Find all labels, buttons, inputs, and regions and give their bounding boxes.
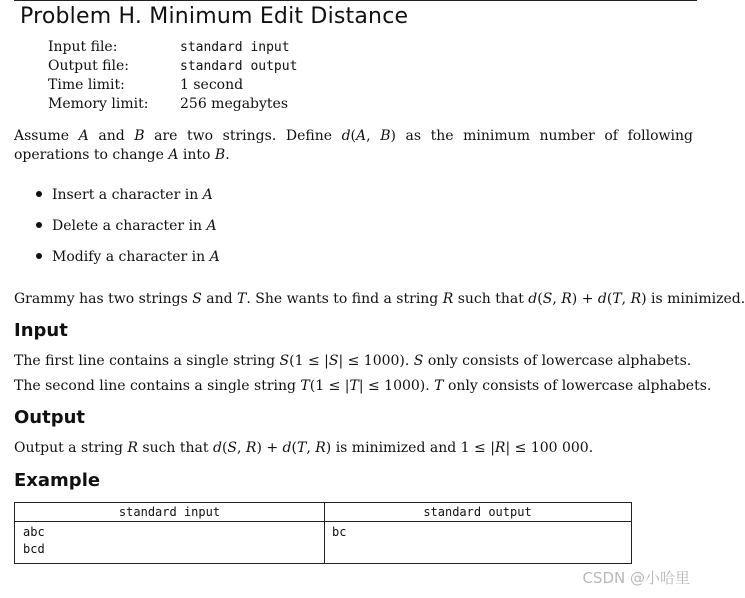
operation-label: Insert a character in <box>52 187 203 203</box>
meta-value: standard input <box>180 40 290 55</box>
example-output-text: bc <box>332 525 347 539</box>
operation-label: Modify a character in <box>52 249 210 265</box>
operation-var: A <box>206 218 217 234</box>
meta-value: 256 megabytes <box>180 96 289 112</box>
operation-label: Delete a character in <box>52 218 207 234</box>
bullet-icon <box>36 191 42 197</box>
problem-meta <box>48 38 297 114</box>
section-input-heading: Input <box>14 320 68 341</box>
input-line-1: The first line contains a single string S(1 ≤ |S| ≤ 1000). S only consists of lowercase alphabets. <box>14 353 692 369</box>
problem-title: Problem H. Minimum Edit Distance <box>20 4 409 29</box>
meta-label: Memory limit: <box>48 96 149 112</box>
output-line: Output a string R such that d(S, R) + d(T, R) is minimized and 1 ≤ |R| ≤ 100 000. <box>14 440 594 456</box>
operation-var: A <box>209 249 220 265</box>
input-line-2: The second line contains a single string T(1 ≤ |T| ≤ 1000). T only consists of lowercase alphabets. <box>14 378 712 394</box>
csdn-watermark: CSDN @小哈里 <box>582 569 690 587</box>
meta-value: 1 second <box>180 77 244 93</box>
meta-label: Input file: <box>48 39 118 55</box>
operation-modify <box>36 249 220 265</box>
example-input-column <box>15 503 325 563</box>
example-input-header: standard input <box>15 503 324 522</box>
operation-insert <box>36 187 213 203</box>
operation-delete <box>36 218 217 234</box>
example-output-column <box>324 503 631 563</box>
meta-value: standard output <box>180 59 298 74</box>
meta-input-file <box>48 38 297 57</box>
top-rule <box>14 0 697 1</box>
example-input-text: abc bcd <box>23 525 45 556</box>
meta-time-limit <box>48 76 297 95</box>
section-example-heading: Example <box>14 470 101 491</box>
meta-memory-limit <box>48 95 297 114</box>
meta-label: Output file: <box>48 58 129 74</box>
example-table <box>14 502 632 564</box>
section-output-heading: Output <box>14 407 86 428</box>
meta-output-file <box>48 57 297 76</box>
statement-intro: Assume A and B are two strings. Define d(A, B) as the minimum number of following operations to change A into B. <box>14 128 694 163</box>
bullet-icon <box>36 222 42 228</box>
statement-goal: Grammy has two strings S and T. She wants to find a string R such that d(S, R) + d(T, R) is minimized. <box>14 291 745 307</box>
meta-label: Time limit: <box>48 77 125 93</box>
bullet-icon <box>36 253 42 259</box>
example-output-header: standard output <box>324 503 631 522</box>
operation-var: A <box>202 187 213 203</box>
